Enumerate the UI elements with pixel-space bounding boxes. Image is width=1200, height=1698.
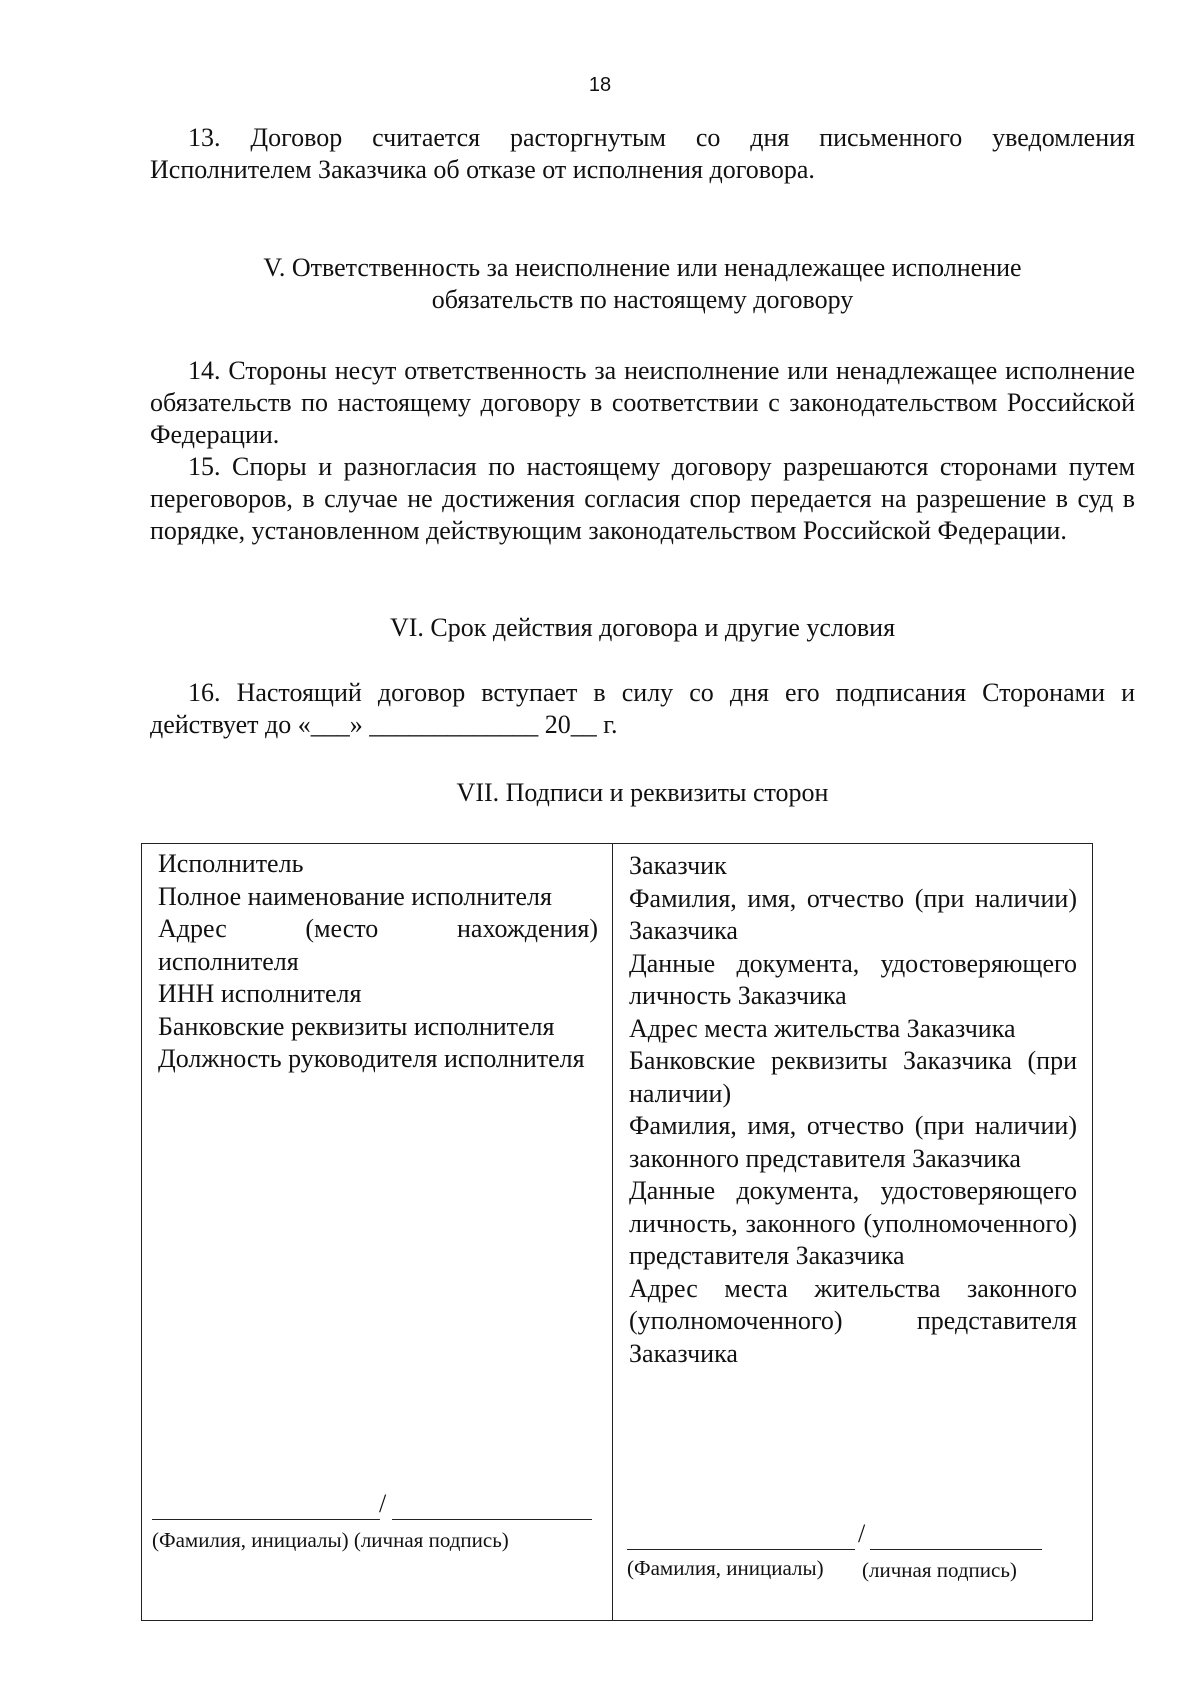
customer-signature-name-line (627, 1549, 855, 1550)
customer-signature-caption-name: (Фамилия, инициалы) (627, 1556, 824, 1580)
customer-title: Заказчик (629, 851, 727, 880)
customer-address: Адрес места жительства Заказчика (629, 1013, 1016, 1043)
executor-column (158, 848, 598, 1076)
paragraph-16-line-2: действует до «___» _____________ 20__ г. (150, 710, 618, 739)
customer-document: Данные документа, удостоверяющего личность Заказчика (629, 948, 1077, 1010)
section-5-heading-line-2: обязательств по настоящему договору (431, 285, 854, 314)
section-5-heading (150, 252, 1135, 316)
paragraph-15: 15. Споры и разногласия по настоящему договору разрешаются сторонами путем переговоров, в случае не достижения согласия спор передается на разрешение в суд в порядке, установленном действующим законодательством Российской Федерации. (150, 452, 1135, 545)
executor-inn: ИНН исполнителя (158, 979, 362, 1008)
executor-title: Исполнитель (158, 849, 304, 878)
executor-signature-caption: (Фамилия, инициалы) (личная подпись) (152, 1528, 509, 1552)
paragraph-16 (150, 677, 1135, 741)
executor-position: Должность руководителя исполнителя (158, 1044, 585, 1073)
column-divider (612, 844, 613, 1620)
customer-signature-caption-sign: (личная подпись) (862, 1558, 1017, 1582)
executor-signature-name-line (152, 1519, 380, 1520)
representative-document: Данные документа, удостоверяющего личность, законного (уполномоченного) представителя Заказчика (629, 1176, 1077, 1270)
representative-address: Адрес места жительства законного (уполномоченного) представителя Заказчика (629, 1273, 1077, 1368)
section-6-heading: VI. Срок действия договора и другие условия (389, 613, 896, 642)
customer-fio: Фамилия, имя, отчество (при наличии) Заказчика (629, 883, 1077, 945)
customer-signature-slash: / (858, 1519, 866, 1548)
customer-bank: Банковские реквизиты Заказчика (при наличии) (629, 1046, 1077, 1108)
executor-bank: Банковские реквизиты исполнителя (158, 1011, 555, 1041)
section-7-heading: VII. Подписи и реквизиты сторон (456, 778, 829, 807)
page-number: 18 (588, 74, 612, 96)
representative-fio-1: Фамилия, имя, отчество (при наличии) (629, 1111, 1077, 1140)
representative-fio-2: законного представителя Заказчика (629, 1143, 1021, 1173)
requisites-table (141, 843, 1093, 1621)
executor-address: Адрес (место нахождения) исполнителя (158, 914, 598, 976)
paragraph-16-line-1: 16. Настоящий договор вступает в силу со дня его подписания Сторонами и (188, 678, 1135, 707)
executor-signature-sign-line (392, 1519, 592, 1520)
section-5-heading-line-1: V. Ответственность за неисполнение или ненадлежащее исполнение (263, 253, 1022, 282)
executor-full-name: Полное наименование исполнителя (158, 881, 552, 911)
paragraph-13: 13. Договор считается расторгнутым со дня письменного уведомления Исполнителем Заказчика об отказе от исполнения договора. (150, 123, 1135, 184)
customer-signature-sign-line (870, 1549, 1042, 1550)
paragraph-14: 14. Стороны несут ответственность за неисполнение или ненадлежащее исполнение обязательств по настоящему договору в соответствии с законодательством Российской Федерации. (150, 356, 1135, 449)
customer-column (629, 850, 1077, 1370)
executor-signature-slash: / (379, 1489, 387, 1518)
